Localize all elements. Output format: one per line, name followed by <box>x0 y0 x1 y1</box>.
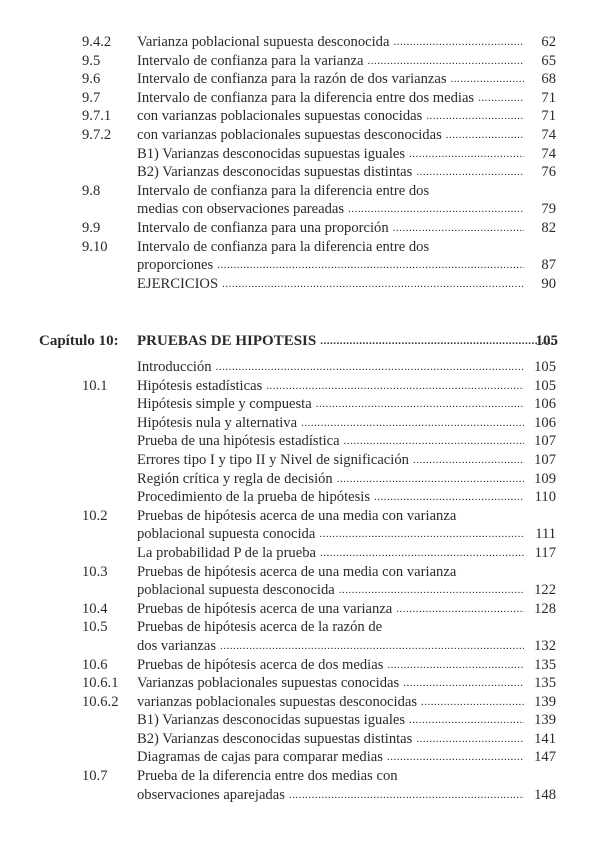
toc-entry <box>0 238 600 257</box>
entry-title: Intervalo de confianza para una proporción <box>137 219 389 236</box>
entry-title: poblacional supuesta conocida <box>137 526 316 543</box>
toc-entry <box>0 507 600 526</box>
entry-number: 10.5 <box>82 619 108 636</box>
entry-number: 9.4.2 <box>82 34 112 50</box>
entry-title: Hipótesis estadísticas <box>137 377 263 394</box>
entry-title-wrap <box>137 414 524 433</box>
entry-title-wrap <box>137 70 524 89</box>
entry-title-wrap <box>137 600 524 619</box>
entry-title-wrap <box>137 52 524 71</box>
entry-page: 82 <box>541 219 556 236</box>
toc-entry <box>0 563 600 582</box>
entry-title: Pruebas de hipótesis acerca de dos medias <box>137 656 384 673</box>
entry-page: 87 <box>541 257 556 274</box>
entry-title-wrap <box>137 358 524 377</box>
entry-title-wrap <box>137 275 524 294</box>
dot-leader <box>367 52 524 71</box>
entry-page: 71 <box>541 108 556 125</box>
chapter-page: 105 <box>535 333 558 349</box>
entry-title: Región crítica y regla de decisión <box>137 470 333 487</box>
dot-leader <box>316 395 524 414</box>
dot-leader <box>319 525 524 544</box>
entry-page: 79 <box>541 201 556 218</box>
entry-title: con varianzas poblacionales supuestas desconocidas <box>137 126 442 143</box>
entry-page: 139 <box>534 693 556 710</box>
toc-entry <box>0 470 600 489</box>
dot-leader <box>339 581 524 600</box>
toc-entry <box>0 488 600 507</box>
entry-title-wrap <box>137 637 524 656</box>
entry-title-wrap <box>137 767 524 786</box>
entry-number: 10.2 <box>82 507 108 524</box>
entry-title: Pruebas de hipótesis acerca de una varianza <box>137 600 393 617</box>
entry-number: 10.3 <box>82 563 108 580</box>
dot-leader <box>344 432 524 451</box>
entry-title-wrap <box>137 33 524 52</box>
entry-title-wrap <box>137 200 524 219</box>
toc-entry <box>0 637 600 656</box>
toc-entry <box>0 693 600 712</box>
entry-title-wrap <box>137 674 524 693</box>
entry-number: 10.7 <box>82 768 108 785</box>
entry-number: 9.9 <box>82 219 101 236</box>
toc-entry <box>0 767 600 786</box>
entry-page: 68 <box>541 71 556 88</box>
dot-leader <box>478 89 524 108</box>
entry-title: dos varianzas <box>137 637 217 654</box>
entry-title: Errores tipo I y tipo II y Nivel de significación <box>137 451 409 468</box>
entry-page: 139 <box>534 712 556 729</box>
entry-title: varianzas poblacionales supuestas desconocidas <box>137 693 418 710</box>
toc-section-9 <box>0 33 600 293</box>
dot-leader <box>301 414 524 433</box>
toc-entry <box>0 730 600 749</box>
toc-entry <box>0 711 600 730</box>
entry-number: 9.10 <box>82 238 108 255</box>
entry-title-wrap <box>137 470 524 489</box>
entry-number: 10.6.2 <box>82 693 119 710</box>
dot-leader <box>409 711 524 730</box>
entry-title: Introducción <box>137 359 212 375</box>
toc-entry <box>0 674 600 693</box>
chapter-title-wrap <box>137 331 556 351</box>
dot-leader <box>374 488 524 507</box>
entry-page: 132 <box>534 637 556 654</box>
toc-entry <box>0 200 600 219</box>
entry-title-wrap <box>137 748 524 767</box>
entry-title-wrap <box>137 126 524 145</box>
dot-leader <box>393 219 524 238</box>
entry-title-wrap <box>137 432 524 451</box>
dot-leader <box>289 786 524 805</box>
entry-title: Intervalo de confianza para la varianza <box>137 52 364 69</box>
entry-title: con varianzas poblacionales supuestas conocidas <box>137 108 423 125</box>
entry-number: 10.1 <box>82 377 108 394</box>
dot-leader <box>266 377 524 396</box>
entry-title: Intervalo de confianza para la diferencia entre dos medias <box>137 89 475 106</box>
entry-title: Intervalo de confianza para la diferencia entre dos <box>137 182 430 199</box>
entry-number: 10.4 <box>82 600 108 617</box>
toc-entry <box>0 89 600 108</box>
entry-page: 74 <box>541 145 556 162</box>
entry-page: 109 <box>534 470 556 487</box>
toc-entry <box>0 256 600 275</box>
entry-title: Varianzas poblacionales supuestas conocidas <box>137 675 400 692</box>
entry-number: 9.8 <box>82 182 101 199</box>
toc-entry <box>0 275 600 294</box>
entry-title: Hipótesis simple y compuesta <box>137 396 312 413</box>
entry-number: 10.6 <box>82 656 108 673</box>
entry-title: Prueba de la diferencia entre dos medias con <box>137 768 398 785</box>
entry-title-wrap <box>137 618 524 637</box>
entry-number: 10.6.1 <box>82 675 119 692</box>
entry-title-wrap <box>137 581 524 600</box>
entry-title: B2) Varianzas desconocidas supuestas distintas <box>137 730 413 747</box>
entry-title: Pruebas de hipótesis acerca de una media con varianza <box>137 563 457 580</box>
dot-leader <box>416 730 524 749</box>
entry-page: 148 <box>534 786 556 803</box>
entry-number: 9.7.2 <box>82 126 112 143</box>
entry-page: 110 <box>534 489 556 506</box>
entry-page: 106 <box>534 396 556 413</box>
entry-title-wrap <box>137 256 524 275</box>
dot-leader <box>451 70 524 89</box>
dot-leader <box>413 451 524 470</box>
entry-title: poblacional supuesta desconocida <box>137 582 335 599</box>
toc-entry <box>0 395 600 414</box>
entry-number: 9.7 <box>82 89 101 106</box>
toc-entry <box>0 525 600 544</box>
entry-title: proporciones <box>137 257 214 274</box>
toc-entry <box>0 786 600 805</box>
dot-leader <box>416 163 524 182</box>
toc-entry <box>0 432 600 451</box>
entry-title: Pruebas de hipótesis acerca de una media con varianza <box>137 507 457 524</box>
dot-leader <box>222 275 524 294</box>
entry-page: 71 <box>541 89 556 106</box>
dot-leader <box>387 656 524 675</box>
entry-page: 111 <box>535 526 556 543</box>
dot-leader <box>348 200 524 219</box>
entry-title-wrap <box>137 182 524 201</box>
entry-title: B1) Varianzas desconocidas supuestas iguales <box>137 712 406 729</box>
entry-page: 106 <box>534 414 556 431</box>
entry-title: La probabilidad P de la prueba <box>137 544 316 561</box>
toc-entry <box>0 656 600 675</box>
toc-entry <box>0 358 600 377</box>
chapter-title: PRUEBAS DE HIPOTESIS <box>137 333 317 349</box>
entry-title-wrap <box>137 89 524 108</box>
entry-title-wrap <box>137 377 524 396</box>
entry-page: 105 <box>534 359 556 375</box>
entry-title: medias con observaciones pareadas <box>137 201 345 218</box>
entry-number: 9.5 <box>82 52 101 69</box>
entry-title-wrap <box>137 786 524 805</box>
toc-entry <box>0 70 600 89</box>
entry-title-wrap <box>137 711 524 730</box>
entry-title-wrap <box>137 656 524 675</box>
entry-title-wrap <box>137 730 524 749</box>
entry-title-wrap <box>137 507 524 526</box>
chapter-label: Capítulo 10: <box>39 333 119 349</box>
entry-page: 147 <box>534 749 556 766</box>
dot-leader <box>320 331 556 351</box>
entry-title-wrap <box>137 107 524 126</box>
toc-entry <box>0 600 600 619</box>
entry-title-wrap <box>137 451 524 470</box>
dot-leader <box>409 145 524 164</box>
entry-page: 117 <box>534 544 556 561</box>
dot-leader <box>393 33 524 52</box>
entry-title-wrap <box>137 563 524 582</box>
chapter-10-heading <box>0 331 600 351</box>
entry-title: B1) Varianzas desconocidas supuestas iguales <box>137 145 406 162</box>
toc-entry <box>0 145 600 164</box>
toc-entry <box>0 107 600 126</box>
entry-page: 107 <box>534 433 556 450</box>
entry-page: 107 <box>534 451 556 468</box>
entry-title: Hipótesis nula y alternativa <box>137 414 298 431</box>
dot-leader <box>403 674 524 693</box>
dot-leader <box>426 107 524 126</box>
entry-title: Prueba de una hipótesis estadística <box>137 433 340 450</box>
entry-page: 128 <box>534 600 556 617</box>
toc-section-10 <box>0 358 600 804</box>
entry-title: observaciones aparejadas <box>137 786 285 803</box>
dot-leader <box>217 256 524 275</box>
toc-entry <box>0 377 600 396</box>
dot-leader <box>320 544 524 563</box>
toc-entry <box>0 163 600 182</box>
toc-entry <box>0 748 600 767</box>
dot-leader <box>220 637 524 656</box>
entry-title-wrap <box>137 693 524 712</box>
entry-page: 135 <box>534 656 556 673</box>
entry-page: 76 <box>541 164 556 181</box>
entry-title-wrap <box>137 163 524 182</box>
entry-page: 65 <box>541 52 556 69</box>
entry-title-wrap <box>137 219 524 238</box>
toc-entry <box>0 581 600 600</box>
entry-title-wrap <box>137 238 524 257</box>
entry-title: Intervalo de confianza para la razón de dos varianzas <box>137 71 447 88</box>
toc-entry <box>0 182 600 201</box>
entry-number: 9.7.1 <box>82 108 112 125</box>
entry-page: 62 <box>541 34 556 50</box>
toc-entry <box>0 414 600 433</box>
toc-entry <box>0 544 600 563</box>
toc-entry <box>0 618 600 637</box>
entry-title-wrap <box>137 488 524 507</box>
entry-title-wrap <box>137 395 524 414</box>
entry-title-wrap <box>137 145 524 164</box>
entry-title-wrap <box>137 544 524 563</box>
dot-leader <box>446 126 524 145</box>
entry-title: Varianza poblacional supuesta desconocida <box>137 34 390 50</box>
toc-entry <box>0 451 600 470</box>
entry-title: B2) Varianzas desconocidas supuestas distintas <box>137 164 413 181</box>
entry-number: 9.6 <box>82 71 101 88</box>
entry-title: Procedimiento de la prueba de hipótesis <box>137 489 371 506</box>
entry-title: Pruebas de hipótesis acerca de la razón de <box>137 619 383 636</box>
entry-page: 141 <box>534 730 556 747</box>
dot-leader <box>216 358 524 377</box>
toc-entry <box>0 52 600 71</box>
entry-page: 105 <box>534 377 556 394</box>
dot-leader <box>396 600 524 619</box>
toc-entry <box>0 33 600 52</box>
entry-page: 135 <box>534 675 556 692</box>
dot-leader <box>421 693 524 712</box>
dot-leader <box>387 748 524 767</box>
entry-page: 74 <box>541 126 556 143</box>
dot-leader <box>337 470 524 489</box>
toc-entry <box>0 126 600 145</box>
toc-entry <box>0 219 600 238</box>
entry-title: Intervalo de confianza para la diferencia entre dos <box>137 238 430 255</box>
entry-title: Diagramas de cajas para comparar medias <box>137 749 383 766</box>
entry-page: 90 <box>541 275 556 292</box>
entry-title-wrap <box>137 525 524 544</box>
entry-title: EJERCICIOS <box>137 275 219 292</box>
entry-page: 122 <box>534 582 556 599</box>
